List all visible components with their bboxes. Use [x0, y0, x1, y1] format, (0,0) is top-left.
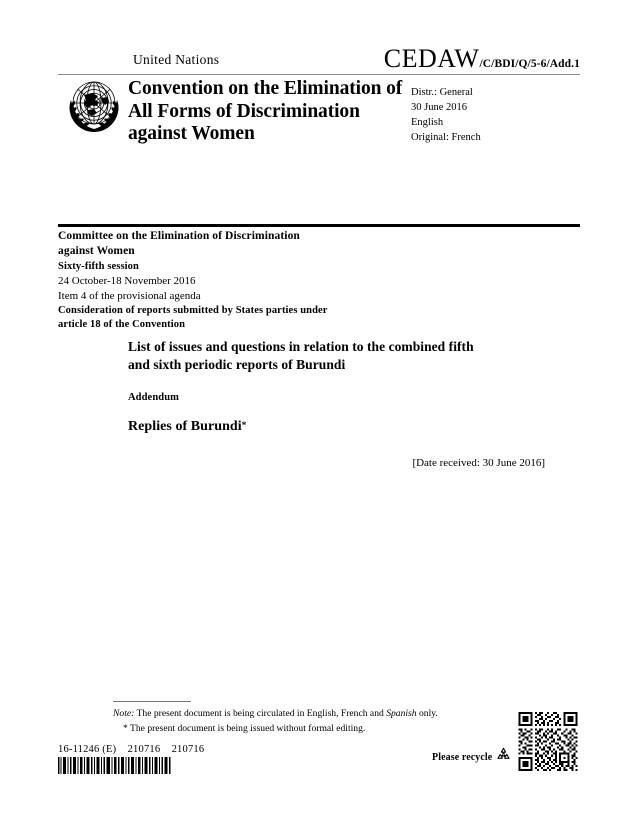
replies-footnote-marker: *: [241, 420, 247, 431]
masthead-divider-thin: [58, 74, 580, 75]
footnote-note-italic: Spanish: [386, 708, 417, 719]
document-symbol: [384, 44, 580, 74]
document-title-line2: and sixth periodic reports of Burundi: [128, 357, 346, 373]
date-received: [Date received: 30 June 2016]: [412, 457, 545, 470]
addendum-label: Addendum: [128, 392, 179, 404]
distribution-distr: Distr.: General: [411, 87, 473, 98]
committee-agenda-title-line2: article 18 of the Convention: [58, 319, 186, 331]
footnote-star-marker: *: [123, 722, 128, 734]
un-emblem: [62, 76, 126, 138]
masthead-top-row: [58, 44, 580, 73]
footnote-star-text: The present document is being issued without formal editing.: [127, 722, 366, 734]
committee-agenda-title-line1: Consideration of reports submitted by States parties under: [58, 304, 328, 316]
recycle-icon: [495, 746, 512, 768]
committee-block: [58, 229, 418, 333]
document-symbol-main: CEDAW: [383, 44, 480, 73]
recycle-label: Please recycle: [432, 751, 493, 763]
distribution-language: English: [411, 116, 444, 128]
committee-name-line1: Committee on the Elimination of Discrimination: [58, 230, 300, 242]
committee-dates: 24 October-18 November 2016: [58, 275, 196, 288]
barcode: [58, 757, 172, 774]
footnote-star: [113, 722, 533, 737]
document-title: [128, 338, 548, 374]
document-title-line1: List of issues and questions in relation to the combined fifth: [128, 339, 474, 354]
replies-heading: [128, 419, 548, 435]
footnote-divider: [113, 701, 191, 702]
footnote-note-label: Note:: [113, 708, 135, 719]
replies-heading-text: Replies of Burundi: [128, 419, 242, 435]
document-symbol-suffix: /C/BDI/Q/5-6/Add.1: [479, 58, 580, 70]
main-content-block: [128, 338, 548, 469]
masthead-divider-thick: [58, 224, 580, 227]
committee-agenda-item: Item 4 of the provisional agenda: [58, 289, 201, 302]
distribution-original: Original: French: [411, 131, 481, 143]
committee-name-line2: against Women: [58, 245, 135, 258]
distribution-date: 30 June 2016: [411, 101, 467, 113]
organization-name: United Nations: [133, 52, 220, 67]
distribution-block: [411, 86, 481, 146]
footnote-note: [113, 707, 533, 722]
footnote-block: [113, 707, 533, 737]
footnote-note-text-before: The present document is being circulated in English, French and: [134, 708, 387, 719]
footnote-note-text-after: only.: [416, 708, 438, 719]
qr-code: [518, 712, 578, 771]
recycle-notice: [432, 746, 512, 768]
convention-title: Convention on the Elimination of All Forms of Discrimination against Women: [128, 78, 403, 145]
committee-session: Sixty-fifth session: [58, 260, 139, 272]
job-number: 16-11246 (E) 210716 210716: [58, 744, 205, 755]
